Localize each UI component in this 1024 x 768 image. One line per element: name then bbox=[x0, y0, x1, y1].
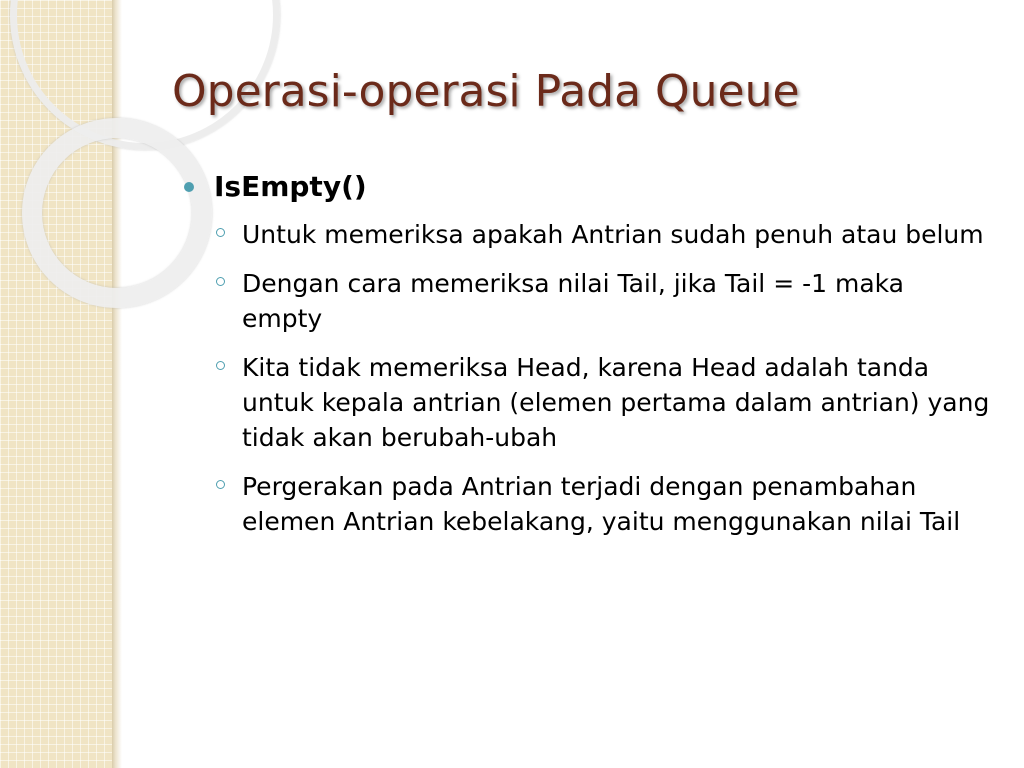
sub-bullet-item bbox=[216, 266, 1004, 336]
sub-bullet-item bbox=[216, 217, 1004, 252]
sub-bullet-text: Dengan cara memeriksa nilai Tail, jika Tail = -1 maka empty bbox=[242, 269, 904, 333]
bullet-item-isempty bbox=[184, 170, 1004, 203]
sub-bullet-text: Untuk memeriksa apakah Antrian sudah penuh atau belum bbox=[242, 220, 984, 249]
sub-bullet-item bbox=[216, 350, 1004, 455]
hollow-circle-bullet-icon bbox=[216, 480, 225, 489]
slide-title: Operasi-operasi Pada Queue bbox=[172, 66, 800, 117]
filled-circle-bullet-icon bbox=[184, 182, 194, 192]
bullet-text: IsEmpty() bbox=[214, 170, 367, 203]
sub-bullet-item bbox=[216, 469, 1004, 539]
slide-content bbox=[184, 170, 1004, 553]
sub-bullet-text: Kita tidak memeriksa Head, karena Head adalah tanda untuk kepala antrian (elemen pertama dalam antrian) yang tidak akan berubah-ubah bbox=[242, 353, 990, 452]
hollow-circle-bullet-icon bbox=[216, 277, 225, 286]
hollow-circle-bullet-icon bbox=[216, 361, 225, 370]
hollow-circle-bullet-icon bbox=[216, 228, 225, 237]
sub-bullet-text: Pergerakan pada Antrian terjadi dengan penambahan elemen Antrian kebelakang, yaitu menggunakan nilai Tail bbox=[242, 472, 961, 536]
